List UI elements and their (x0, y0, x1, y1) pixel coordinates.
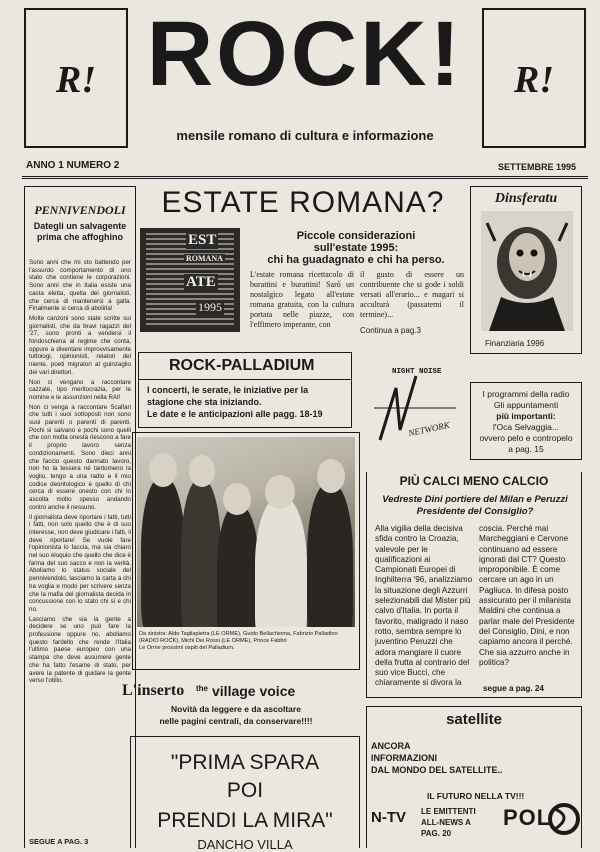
section-title: satellite (446, 711, 502, 728)
article-column: coscia. Perché mai Marcheggiani e Cervone continuano ad essere ignorati dal CT? Questo improponibile. È come cercare un ago in un Pagliuca. In difesa posto assicurato per il milanista Maldini che continua a parlar male del Presidente del Consiglio, Dini, e non capiamo ancora il perché. Che sia azzurro anche in politica? (479, 524, 575, 667)
promo-line: I concerti, le serate, le iniziative per la (147, 385, 309, 395)
pol-logo-swirl-icon (547, 799, 581, 839)
promo-line: I programmi della radio (482, 389, 570, 399)
inserto-box (112, 682, 360, 732)
promo-line: Novità da leggere e da ascoltare (171, 704, 301, 714)
promo-line: ALL-NEWS A (421, 818, 471, 827)
logo-word: EST (188, 232, 217, 248)
headline: ESTATE ROMANA? (161, 186, 445, 219)
article-column: Alla vigilia della decisiva sfida contro la Croazia, valevole per le qualificazioni ai Campionati Europei di Inghilterra '96, analizziamo la situazione degli Azzurri selezionabili dal Mister più calvo d'Italia. In porta il favorito, maligrado il naso rotto, sembra sempre lo juventino Peruzzi che adora mangiare il cuore della frutta al contrario del suo vice Bucci, che chiaramente si divora la (375, 524, 473, 688)
article-subtitle: Vedreste Dini portiere del Milan e Peruzzi Presidente del Consiglio? (382, 494, 568, 517)
face (317, 459, 345, 493)
prima-spara-box (130, 736, 360, 852)
face (223, 483, 251, 515)
subhead: Piccole considerazioni (296, 230, 416, 242)
paragraph: Sono anni che mi sto battendo per l'assurdo comportamento di uno stato che contiene le corporazioni. Sono anni che in Italia esiste una casta eletta, quella dei giornalisti, che cerca di mantenersi a galla. Finalmente si cerca di abolirla! (29, 259, 131, 313)
logo-year: 1995 (198, 300, 222, 314)
article-title: PENNIVENDOLI (34, 203, 126, 217)
face (189, 455, 215, 487)
logo-text: R! (55, 59, 97, 101)
paragraph: Lasciamo che sia la gente a decidere se uno può fare la professione oppure no, aboliamo questo fardello che rende l'Italia l'ultimo paese europeo con una stampa che deve assumere gente che ha fatto l'esame di stato, per avere la patente di guidare la gente verso l'oblio. (29, 615, 131, 685)
promo-line: più importanti: (496, 411, 556, 421)
paragraph: Non ci venga a raccontare Scalfari che tutti i suoi sottoposti non sono suoi parenti o parenti di parenti. Pochi si salvano e pochi sono quelli che con molta onestà riescono a fare il proprio lavoro senza condizionamenti. Sono dieci anni che faccio questo dannato lavoro, non ho la tessera né tantomeno la voglio, tengo a una radio e il mio codice deontologico è quello di chi cerca di essere onesto con chi lo ascolta molto spesso andando contro anche il nessuno. (29, 403, 131, 511)
ntv-logo: N-TV (371, 809, 406, 826)
section-title: ROCK-PALLADIUM (169, 357, 315, 374)
issue-date: SETTEMBRE 1995 (498, 162, 577, 172)
photo-caption: Da sinistra: Aldo Tagliapietra (LE ORME), Guido Bellachioma, Fabrizio Palladino (RADIO ROCK), Michi Dei Rossi (LE ORME), Prince Fabbri (139, 631, 338, 644)
article-column: il gusto di essere un contribuente che si gode i soldi versati all'erario... e magari si acculturà (passatemi il termine)... (360, 270, 464, 319)
quote-line: POI (226, 779, 264, 802)
logo-line: NIGHT NOISE (392, 368, 442, 376)
paragraph: Il giornalista deve riportare i fatti, tutti i fatti, non solo quello che è di suo interesse, non deve giudicare i fatti, li deve riportare! Se vuole fare l'opinionista lo faccia, ma sia chiaro nel suo eloquio che quello che dice è farina del suo sacco e non la verità. Aboliamo lo status sociale del pennivendolo, lasciamo la carta a chi ha voglia e modo per scrivere senza che la mafia del giornalista decida in concussione con lo stato chi sì e chi no. (29, 513, 131, 613)
cartoon-caption: Finanziaria 1996 (485, 339, 545, 348)
paragraph: Non ci vengano a raccontare cazzate, tipo meritocrazia, per le nomine e le assunzioni nella RAI! (29, 378, 131, 401)
logo-right (482, 8, 586, 148)
logo-word: ROMANA (186, 254, 223, 263)
logo-word: ATE (186, 274, 216, 290)
logo-text: R! (513, 59, 555, 101)
article-body (29, 259, 131, 819)
promo-line: DAL MONDO DEL SATELLITE.. (371, 765, 503, 775)
person-silhouette (307, 483, 353, 627)
estate-romana-article (138, 186, 468, 346)
quote-line: PRENDI LA MIRA" (157, 809, 333, 832)
person-silhouette (181, 479, 221, 627)
issue-number: ANNO 1 NUMERO 2 (26, 160, 120, 171)
continue-note: segue a pag. 24 (483, 684, 544, 693)
face (265, 475, 295, 509)
quote-line: "PRIMA SPARA (170, 751, 320, 774)
calcio-article (366, 472, 582, 698)
satellite-box (366, 706, 582, 848)
promo-line: ovvero pelo e contropelo (479, 433, 573, 443)
logo-left (24, 8, 128, 148)
inserto-title: the (196, 684, 208, 693)
inserto-title: village voice (212, 683, 296, 699)
subhead: sull'estate 1995: (313, 242, 399, 254)
promo-line: PAG. 20 (421, 829, 452, 838)
pol-logo: POL (503, 805, 552, 830)
masthead-divider (22, 176, 588, 179)
logo-line: NETWORK (407, 419, 451, 439)
promo-line: l'Oca Selvaggia... (493, 422, 559, 432)
section-title: PIÙ CALCI MENO CALCIO (399, 474, 549, 488)
pennivendoli-article (24, 186, 136, 848)
article-subtitle: Dategli un salvagente prima che affoghino (33, 221, 127, 242)
promo-line: ANCORA (371, 741, 411, 751)
rock-palladium-box (138, 352, 352, 428)
night-noise-logo (370, 368, 460, 450)
continue-note: SEGUE A PAG. 3 (29, 837, 89, 846)
paragraph: Molte canzoni sono state scritte sui giornalisti, che da bravi ragazzi del '27, sono pronti a vendersi il fondoschiena al regime che conta, oppure a diventare improvvisamente tuttologi, opinionisti, relatori del niente, poeti migratori al guinzaglio dei vari direttori. (29, 314, 131, 376)
promo-line: Gli appuntamenti (493, 400, 559, 410)
article-column: L'estate romana ricettacolo di burattini e burattini! Sarò un nostalgico legato all'estate romana gratuita, con la cultura portata nelle piazze, con l'effimero imperante, con (250, 270, 354, 329)
newspaper-subtitle: mensile romano di cultura e informazione (176, 128, 434, 143)
dinsferatu-box (470, 186, 582, 354)
quote-cut-line: DANCHO VILLA (197, 837, 293, 852)
band-photo-box (132, 432, 360, 670)
promo-line: Le date e le anticipazioni alle pagg. 18-19 (147, 409, 323, 419)
promo-line: INFORMAZIONI (371, 753, 437, 763)
inserto-title: L'inserto (122, 682, 185, 699)
promo-line: LE EMITTENTI (421, 807, 476, 816)
estate-romana-logo (140, 228, 240, 332)
promo-line: IL FUTURO NELLA TV!!! (427, 791, 525, 801)
band-photo (137, 437, 355, 627)
subhead: chi ha guadagnato e chi ha perso. (267, 254, 445, 266)
nosferatu-illustration (481, 211, 573, 331)
promo-line: stagione che sta iniziando. (147, 397, 262, 407)
newspaper-title: ROCK! (146, 3, 464, 105)
promo-line: nelle pagini centrali, da conservare!!!! (159, 716, 313, 726)
zigzag-icon (370, 368, 460, 450)
face (149, 453, 177, 487)
photo-caption: Le Orme prossimi ospiti del Palladium. (139, 645, 235, 651)
promo-line: a pag. 15 (508, 444, 544, 454)
radio-programs-box (470, 382, 582, 460)
continue-note: Continua a pag.3 (360, 326, 421, 335)
divider (139, 379, 351, 380)
cartoon-title: Dinsferatu (494, 191, 558, 206)
person-silhouette (141, 477, 185, 627)
person-silhouette (255, 497, 307, 627)
person-silhouette (217, 505, 259, 627)
